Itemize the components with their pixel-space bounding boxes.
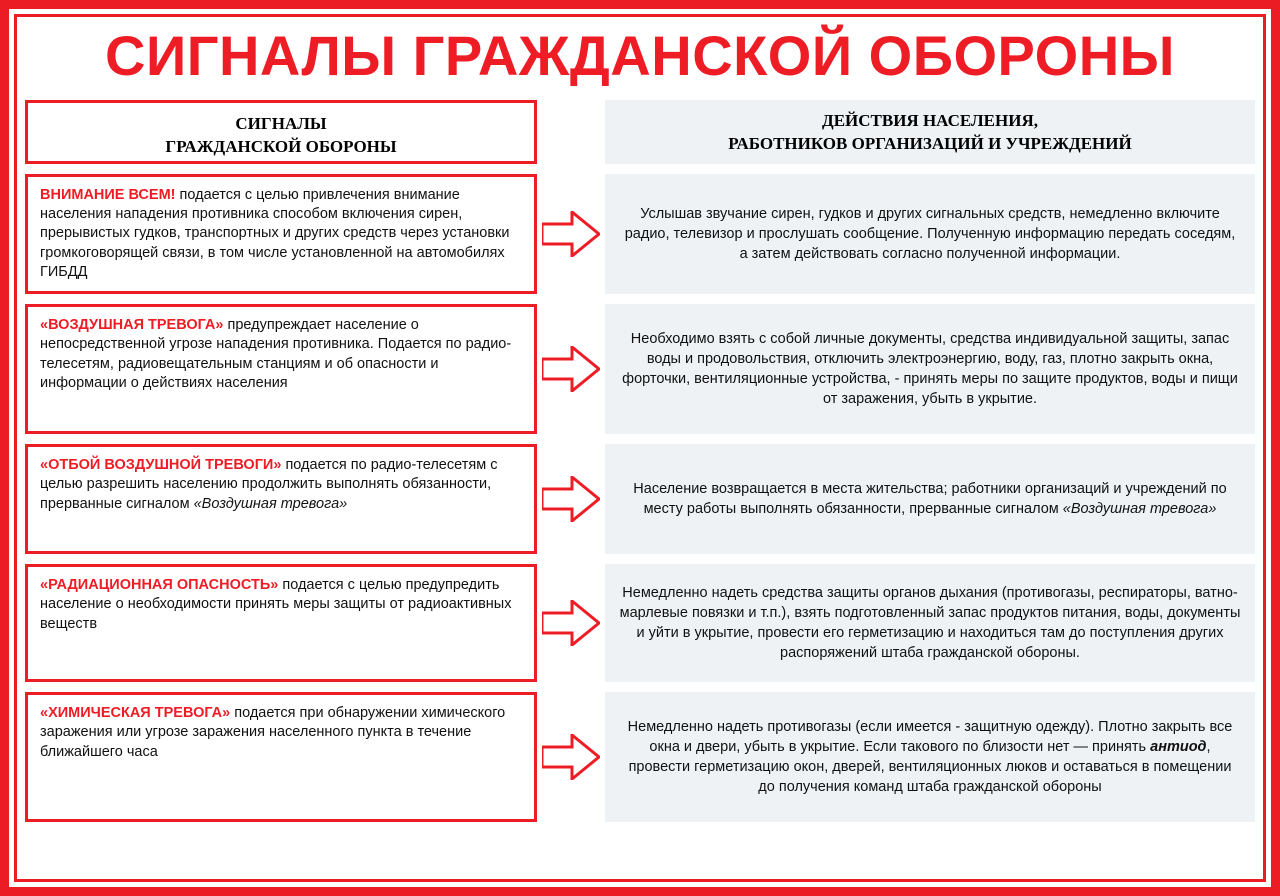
action-box-chemical-alarm: [605, 692, 1255, 822]
signal-description: предупреждает население о непосредственной угрозе нападения противника. Подается по радио- телесетям, радиовещательным станциям и об опасности и информации о действиях населения: [40, 317, 512, 392]
table-row: [25, 564, 1255, 682]
signal-description: подается с целью привлечения внимание населения нападения противника способом включения сирен, прерывистых гудков, транспортных и других средств через установки громкоговорящей связи, в том числе установленной на автомобилях ГИБДД: [40, 186, 510, 280]
signals-column-header-line2: ГРАЖДАНСКОЙ ОБОРОНЫ: [165, 136, 397, 156]
action-box-attention-all: [605, 174, 1255, 294]
table-row: [25, 174, 1255, 294]
action-text: Необходимо взять с собой личные документы, средства индивидуальной защиты, запас воды и продовольствия, отключить электроэнергию, воду, газ, плотно закрыть окна, форточки, вентиляционные устройства, - принять меры по защите продуктов, воды и пищи от заражения, убыть в укрытие.: [622, 331, 1238, 408]
signal-name: «РАДИАЦИОННАЯ ОПАСНОСТЬ»: [40, 577, 279, 594]
signal-box-radiation-danger: [25, 564, 537, 682]
action-text: Немедленно надеть средства защиты органов дыхания (противогазы, респираторы, ватно-марлевые повязки и т.п.), взять подготовленный запас продуктов питания, воды, документы и уйти в укрытие, провести его герметизацию и находиться там до поступления других распоряжений штаба гражданской обороны.: [619, 585, 1241, 662]
table-row: [25, 444, 1255, 554]
signals-column-header-line1: СИГНАЛЫ: [235, 113, 327, 133]
arrow-right-icon: [542, 211, 600, 257]
arrow-right-icon: [542, 734, 600, 780]
action-box-radiation-danger: [605, 564, 1255, 682]
signal-description: подается по радио-телесетям с целью разрешить населению продолжить выполнять обязанности, прерванные сигналом: [40, 457, 498, 512]
signal-description: подается с целью предупредить население о необходимости принять меры защиты от радиоактивных веществ: [40, 577, 512, 632]
action-text-emphasis: антиод: [1150, 739, 1207, 756]
right-column-header-wrap: [605, 100, 1255, 174]
arrow-cell: [537, 444, 605, 554]
signal-box-chemical-alarm: [25, 692, 537, 822]
signal-name: «ОТБОЙ ВОЗДУШНОЙ ТРЕВОГИ»: [40, 457, 282, 474]
actions-column-header: [605, 100, 1255, 164]
page-title: СИГНАЛЫ ГРАЖДАНСКОЙ ОБОРОНЫ: [105, 24, 1175, 87]
arrow-cell: [537, 564, 605, 682]
actions-column-header-line1: ДЕЙСТВИЯ НАСЕЛЕНИЯ,: [822, 110, 1038, 130]
arrow-cell: [537, 692, 605, 822]
action-text: Немедленно надеть противогазы (если имеется - защитную одежду). Плотно закрыть все окна и двери, убыть в укрытие. Если такового по близости нет — принять: [627, 719, 1233, 756]
poster-content: [9, 9, 1271, 887]
signals-column-header: [25, 100, 537, 164]
arrow-right-icon: [542, 600, 600, 646]
action-text: Население возвращается в места жительства; работники организаций и учреждений по месту работы выполнять обязанности, прерванные сигналом: [633, 481, 1227, 518]
signal-name: «ХИМИЧЕСКАЯ ТРЕВОГА»: [40, 705, 231, 722]
arrow-cell: [537, 304, 605, 434]
signal-description: подается при обнаружении химического заражения или угрозе заражения населенного пункта в течение ближайшего часа: [40, 705, 506, 760]
arrow-right-icon: [542, 476, 600, 522]
action-box-air-alarm-clear: [605, 444, 1255, 554]
header-row: [25, 100, 1255, 174]
signal-name: «ВОЗДУШНАЯ ТРЕВОГА»: [40, 317, 224, 334]
signal-box-air-alarm-clear: [25, 444, 537, 554]
table-row: [25, 304, 1255, 434]
signal-box-attention-all: [25, 174, 537, 294]
signal-name: ВНИМАНИЕ ВСЕМ!: [40, 186, 176, 203]
signal-box-air-alarm: [25, 304, 537, 434]
action-text-italic: «Воздушная тревога»: [1062, 501, 1217, 518]
actions-column-header-line2: РАБОТНИКОВ ОРГАНИЗАЦИЙ И УЧРЕЖДЕНИЙ: [728, 133, 1132, 153]
arrow-right-icon: [542, 346, 600, 392]
signal-description-italic: «Воздушная тревога»: [193, 495, 348, 512]
action-box-air-alarm: [605, 304, 1255, 434]
table-row: [25, 692, 1255, 822]
action-text: Услышав звучание сирен, гудков и других сигнальных средств, немедленно включите радио, телевизор и прослушать сообщение. Полученную информацию передать соседям, а затем действовать согласно полученной информации.: [624, 206, 1236, 262]
action-text-post: , провести герметизацию окон, дверей, вентиляционных люков и оставаться в помещении до получения команд штаба гражданской обороны: [628, 739, 1232, 796]
arrow-cell: [537, 174, 605, 294]
left-column-header-wrap: [25, 100, 537, 174]
